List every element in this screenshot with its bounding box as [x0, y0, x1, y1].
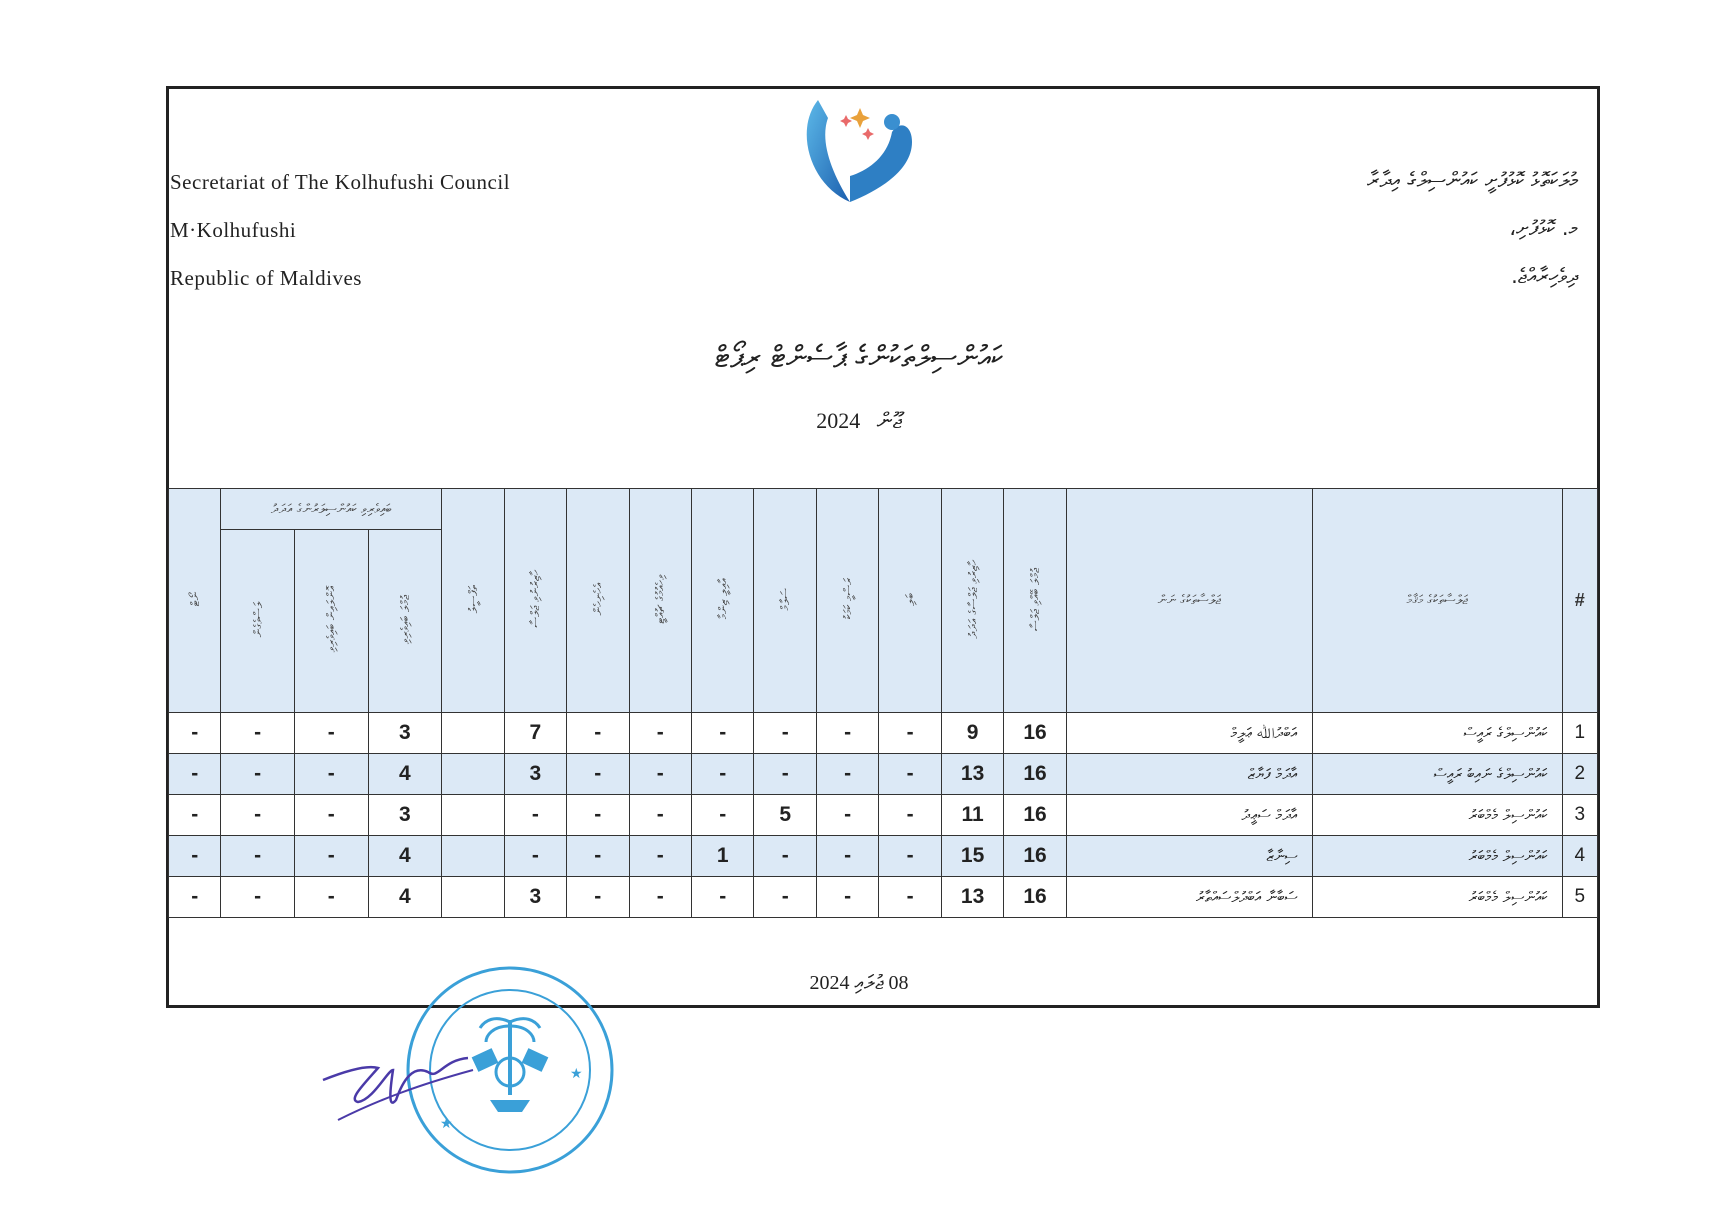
header-council: ޖަލްސާތަކުގެ މަޤާމް: [1312, 489, 1562, 713]
cell-council: ކައުންސިލްގެ ރައީސް: [1312, 713, 1562, 754]
svg-text:★: ★: [570, 1067, 583, 1082]
cell-late: -: [221, 877, 295, 918]
date-month: ޖުލައި: [854, 972, 884, 994]
header-notes: ނޯޓް: [169, 489, 221, 713]
cell-index: 2: [1562, 754, 1597, 795]
cell-remarks: [442, 877, 504, 918]
header-right-line-2: މ. ކޮޅުފުށި،: [1509, 216, 1578, 240]
cell-virtual: -: [294, 713, 368, 754]
cell-sub-total: 4: [368, 836, 442, 877]
cell-other: -: [567, 795, 629, 836]
cell-sick: -: [879, 836, 941, 877]
subtitle-year: 2024: [816, 408, 861, 433]
cell-maternity: -: [629, 836, 691, 877]
header-left-line-3: Republic of Maldives: [170, 266, 362, 290]
council-logo: [800, 90, 930, 215]
header-sick: ބަލި: [879, 489, 941, 713]
cell-notes: -: [169, 754, 221, 795]
cell-other: -: [567, 713, 629, 754]
cell-sick: -: [879, 877, 941, 918]
cell-absent: 3: [504, 877, 566, 918]
cell-official: -: [816, 877, 878, 918]
header-maternity: ވިހެއުމުގެ ޗުއްޓީ: [629, 489, 691, 713]
cell-attended: 13: [941, 754, 1003, 795]
date-year: 2024: [809, 972, 850, 994]
header-left-line-2: M·Kolhufushi: [170, 218, 297, 242]
cell-total: 16: [1004, 713, 1066, 754]
cell-maternity: -: [629, 754, 691, 795]
header-remarks: ތަފްސީލު: [442, 489, 504, 713]
cell-virtual: -: [294, 836, 368, 877]
header-attended: ހާޒިރުވި ޖަލްސާގެ އަދަދު: [941, 489, 1003, 713]
cell-late: -: [221, 754, 295, 795]
cell-family: -: [691, 713, 753, 754]
cell-family: -: [691, 877, 753, 918]
cell-total: 16: [1004, 795, 1066, 836]
cell-council: ކައުންސިލްގެ ނައިބު ރައީސް: [1312, 754, 1562, 795]
cell-maternity: -: [629, 877, 691, 918]
cell-late: -: [221, 795, 295, 836]
cell-notes: -: [169, 713, 221, 754]
header-family: އާއިލީ ޒިންމާ: [691, 489, 753, 713]
cell-notes: -: [169, 795, 221, 836]
table-row: [169, 836, 1598, 877]
cell-other: -: [567, 877, 629, 918]
cell-leave: -: [754, 836, 816, 877]
cell-attended: 15: [941, 836, 1003, 877]
cell-sub-total: 4: [368, 754, 442, 795]
cell-member: އަބްދުﷲ ޢަލީމް: [1066, 713, 1312, 754]
cell-family: -: [691, 795, 753, 836]
cell-member: އާދަމް ފަޔާޒް: [1066, 754, 1312, 795]
cell-sub-total: 3: [368, 795, 442, 836]
table-row: [169, 754, 1598, 795]
cell-family: -: [691, 754, 753, 795]
cell-virtual: -: [294, 795, 368, 836]
cell-other: -: [567, 754, 629, 795]
cell-member: އާދަމް ސަޢީދު: [1066, 795, 1312, 836]
date-day: 08: [888, 972, 909, 994]
attendance-table: [168, 488, 1598, 918]
cell-total: 16: [1004, 754, 1066, 795]
cell-leave: -: [754, 713, 816, 754]
header-total: ޖުމްލަ ބޭއްވި ޖަލްސާ: [1004, 489, 1066, 713]
signature: [318, 1040, 478, 1130]
cell-absent: 7: [504, 713, 566, 754]
cell-notes: -: [169, 836, 221, 877]
cell-index: 3: [1562, 795, 1597, 836]
header-sub-virtual: އޮންލައިން ބައިވެރިވި: [294, 530, 368, 713]
cell-remarks: [442, 713, 504, 754]
cell-leave: -: [754, 754, 816, 795]
cell-remarks: [442, 836, 504, 877]
svg-text:★: ★: [440, 1117, 453, 1132]
header-official: ރަސްމީ ކަމަކު: [816, 489, 878, 713]
table-row: [169, 877, 1598, 918]
cell-remarks: [442, 754, 504, 795]
cell-official: -: [816, 713, 878, 754]
cell-other: -: [567, 836, 629, 877]
header-leave: ސަލާމް: [754, 489, 816, 713]
header-right-line-1: މުލަކަތޮޅު ކޮޅުފުށީ ކައުންސިލްގެ އިދާރާ: [1366, 168, 1578, 192]
cell-member: ސަބާނާ އަބްދުލްސައްތާރު: [1066, 877, 1312, 918]
cell-virtual: -: [294, 877, 368, 918]
document-subtitle: [0, 408, 1718, 434]
cell-late: -: [221, 713, 295, 754]
cell-remarks: [442, 795, 504, 836]
cell-official: -: [816, 836, 878, 877]
cell-sick: -: [879, 754, 941, 795]
cell-official: -: [816, 795, 878, 836]
subtitle-month: ޖޫން: [876, 408, 902, 433]
header-absent: ހާޒިރުނުވި ޖަލްސާ: [504, 489, 566, 713]
header-index: #: [1562, 489, 1597, 713]
cell-absent: 3: [504, 754, 566, 795]
attendance-table-body: [169, 713, 1598, 918]
cell-total: 16: [1004, 877, 1066, 918]
cell-council: ކައުންސިލް މެމްބަރު: [1312, 836, 1562, 877]
cell-index: 5: [1562, 877, 1597, 918]
cell-notes: -: [169, 877, 221, 918]
header-sub-total: ޖުމްލަ ބައިވެރިވި: [368, 530, 442, 713]
cell-index: 1: [1562, 713, 1597, 754]
cell-attended: 9: [941, 713, 1003, 754]
table-row: [169, 795, 1598, 836]
cell-maternity: -: [629, 795, 691, 836]
cell-sub-total: 4: [368, 877, 442, 918]
cell-index: 4: [1562, 836, 1597, 877]
cell-sick: -: [879, 713, 941, 754]
table-row: [169, 713, 1598, 754]
header-left-line-1: Secretariat of The Kolhufushi Council: [170, 170, 511, 194]
cell-leave: 5: [754, 795, 816, 836]
cell-family: 1: [691, 836, 753, 877]
document-title: ކައުންސިލްތަކުންގެ ޕާސެންޓް ރިޕޯޓް: [714, 340, 1004, 375]
document-date: [0, 972, 1718, 995]
cell-council: ކައުންސިލް މެމްބަރު: [1312, 877, 1562, 918]
cell-maternity: -: [629, 713, 691, 754]
cell-official: -: [816, 754, 878, 795]
cell-attended: 13: [941, 877, 1003, 918]
cell-virtual: -: [294, 754, 368, 795]
cell-attended: 11: [941, 795, 1003, 836]
cell-late: -: [221, 836, 295, 877]
header-sub-late: ލަސްވެގެން: [221, 530, 295, 713]
cell-total: 16: [1004, 836, 1066, 877]
header-group-attendance: ބައިވެރިވި ކައުންސިލަރުންގެ އަދަދު: [221, 489, 442, 530]
cell-sick: -: [879, 795, 941, 836]
cell-absent: -: [504, 795, 566, 836]
cell-sub-total: 3: [368, 713, 442, 754]
cell-council: ކައުންސިލް މެމްބަރު: [1312, 795, 1562, 836]
attendance-table-wrap: [168, 488, 1598, 918]
header-other: އެހެނިހެން: [567, 489, 629, 713]
header-member: ޖަލްސާތަކުގެ ނަން: [1066, 489, 1312, 713]
cell-leave: -: [754, 877, 816, 918]
header-right-line-3: ދިވެހިރާއްޖެ.: [1511, 264, 1578, 288]
cell-member: ސިނާޒާ: [1066, 836, 1312, 877]
cell-absent: -: [504, 836, 566, 877]
